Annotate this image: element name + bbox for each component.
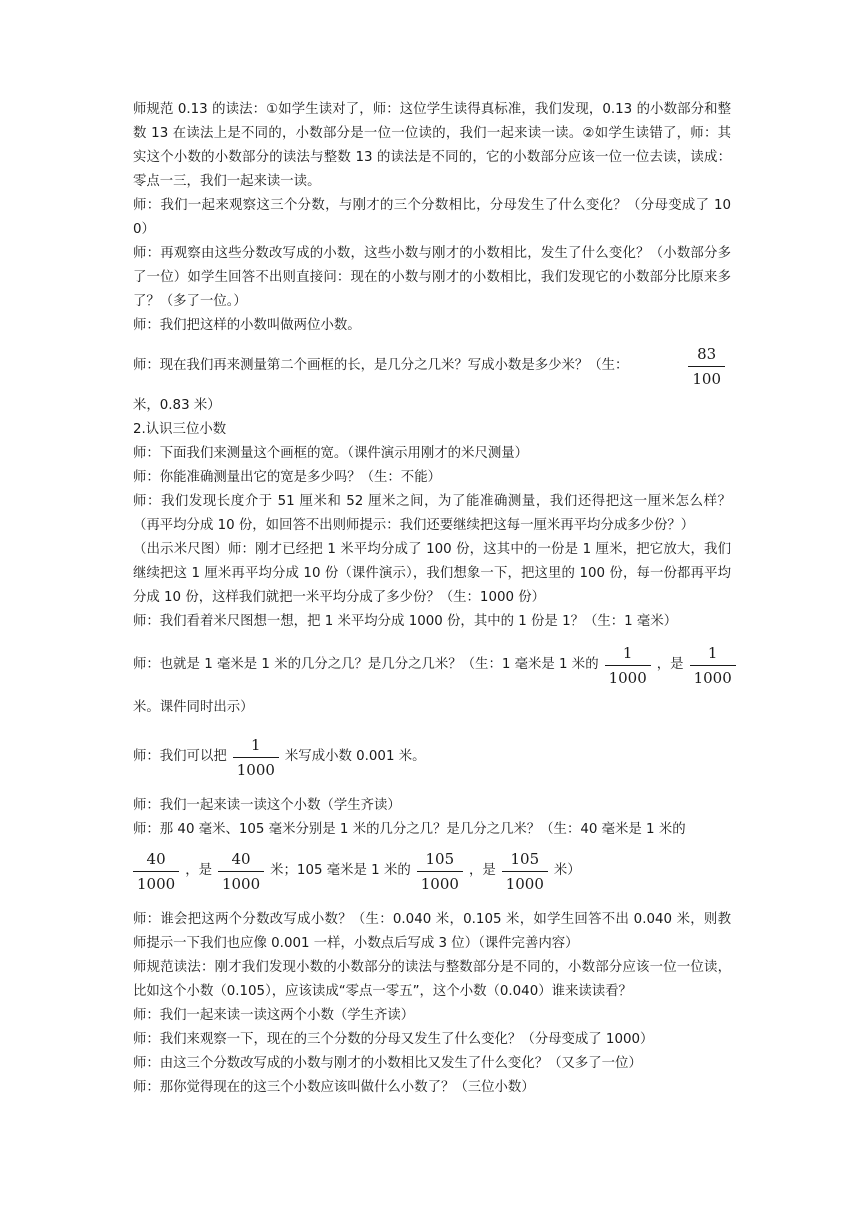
paragraph-fractions-40-105 [133, 842, 731, 900]
paragraph-read-together: 师：我们一起来读一读这个小数（学生齐读） [133, 798, 401, 813]
paragraph-accurate-measure: 师：你能准确测量出它的宽是多少吗？（生：不能） [133, 470, 441, 485]
fraction-numerator: 1 [622, 643, 633, 662]
millimeter-fraction-text-mid: ，是 [656, 657, 684, 672]
fraction-105-1000-meter [502, 849, 548, 894]
fraction-denominator: 1000 [133, 871, 179, 894]
paragraph-measure-length [133, 338, 731, 394]
fraction-numerator: 105 [510, 849, 540, 868]
fraction-denominator: 1000 [605, 665, 651, 688]
fractions-text-a: ，是 [185, 863, 212, 878]
fraction-numerator: 105 [425, 849, 455, 868]
fraction-numerator: 40 [231, 849, 251, 868]
paragraph-measure-width: 师：下面我们来测量这个画框的宽。（课件演示用刚才的米尺测量） [133, 446, 529, 461]
paragraph-between-51-52: 师：我们发现长度介于 51 厘米和 52 厘米之间，为了能准确测量，我们还得把这一厘米怎么样？（再平均分成 10 份，如回答不出则师提示：我们还要继续把这每一厘米再平均分成多少份？） [133, 494, 731, 533]
fraction-1-1000-meter [690, 643, 736, 688]
fraction-40-1000 [133, 849, 179, 894]
paragraph-read-two-decimals: 师：我们一起来读一读这两个小数（学生齐读） [133, 1008, 415, 1023]
paragraph-millimeter-fraction [133, 634, 731, 696]
lesson-text [133, 98, 731, 1100]
fraction-denominator: 1000 [417, 871, 463, 894]
fraction-denominator: 1000 [690, 665, 736, 688]
fraction-1-1000-write [233, 735, 279, 780]
write-0001-text-start: 师：我们可以把 [133, 749, 227, 764]
millimeter-fraction-text: 师：也就是 1 毫米是 1 米的几分之几？是几分之几米？（生：1 毫米是 1 米的 [133, 657, 599, 672]
paragraph-three-digit-decimal: 师：那你觉得现在的这三个小数应该叫做什么小数了？（三位小数） [133, 1080, 535, 1095]
fraction-numerator: 83 [697, 344, 717, 363]
fraction-denominator: 1000 [502, 871, 548, 894]
fraction-numerator: 40 [146, 849, 166, 868]
paragraph-observe-denominator: 师：我们一起来观察这三个分数，与刚才的三个分数相比，分母发生了什么变化？（分母变成了 100） [133, 198, 731, 237]
fraction-numerator: 1 [707, 643, 718, 662]
paragraph-reading-rule-0105: 师规范读法：刚才我们发现小数的小数部分的读法与整数部分是不同的，小数部分应该一位一位读，比如这个小数（0.105），应该读成“零点一零五”，这个小数（0.040）谁来读读看？ [133, 960, 731, 999]
measure-length-text: 师：现在我们再来测量第二个画框的长，是几分之几米？写成小数是多少米？（生： [133, 358, 629, 373]
fraction-denominator: 1000 [218, 871, 264, 894]
fraction-40-1000-meter [218, 849, 264, 894]
fraction-83-100 [688, 344, 725, 389]
fraction-105-1000 [417, 849, 463, 894]
paragraph-two-digit-decimal: 师：我们把这样的小数叫做两位小数。 [133, 318, 361, 333]
paragraph-40-105-mm: 师：那 40 毫米、105 毫米分别是 1 米的几分之几？是几分之几米？（生：40 毫米是 1 米的 [133, 822, 686, 837]
fraction-denominator: 100 [688, 366, 725, 389]
paragraph-observe-decimals: 师：再观察由这些分数改写成的小数，这些小数与刚才的小数相比，发生了什么变化？（小数部分多了一位）如学生回答不出则直接问：现在的小数与刚才的小数相比，我们发现它的小数部分比原来多了？（多了一位。） [133, 246, 731, 309]
paragraph-write-0001 [133, 732, 731, 782]
fraction-denominator: 1000 [233, 757, 279, 780]
paragraph-denominator-1000: 师：我们来观察一下，现在的三个分数的分母又发生了什么变化？（分母变成了 1000） [133, 1032, 654, 1047]
paragraph-reading-rule-013: 师规范 0.13 的读法：①如学生读对了，师：这位学生读得真标准，我们发现，0.13 的小数部分和整数 13 在读法上是不同的，小数部分是一位一位读的，我们一起来读一读。②如学生读错了，师：其实这个小数的小数部分的读法与整数 13 的读法是不同的，它的小数部分应该一位一位去读，读成：零点一三，我们一起来读一读。 [133, 102, 731, 189]
paragraph-one-more-digit: 师：由这三个分数改写成的小数与刚才的小数相比又发生了什么变化？（又多了一位） [133, 1056, 642, 1071]
fraction-numerator: 1 [251, 735, 261, 754]
section-heading-three-digit-decimal: 2.认识三位小数 [133, 422, 227, 437]
paragraph-convert-to-decimals: 师：谁会把这两个分数改写成小数？（生：0.040 米，0.105 米，如学生回答不出 0.040 米，则教师提示一下我们也应像 0.001 一样，小数点后写成 3 位）（课件完善内容） [133, 912, 731, 951]
paragraph-length-answer: 米，0.83 米） [133, 398, 221, 413]
paragraph-courseware-shows: 米。课件同时出示） [133, 700, 254, 715]
paragraph-meter-ruler-figure: （出示米尺图）师：刚才已经把 1 米平均分成了 100 份，这其中的一份是 1 厘米，把它放大，我们继续把这 1 厘米再平均分成 10 份（课件演示），我们想象一下，把这里的 100 份，每一份都再平均分成 10 份，这样我们就把一米平均分成了多少份？（生：1000 份） [133, 542, 731, 605]
write-0001-text-end: 米写成小数 0.001 米。 [284, 749, 426, 764]
fractions-text-d: 米） [553, 863, 581, 878]
paragraph-one-millimeter: 师：我们看着米尺图想一想，把 1 米平均分成 1000 份，其中的 1 份是 1？（生：1 毫米） [133, 614, 678, 629]
fractions-text-c: ，是 [468, 863, 496, 878]
fractions-text-b: 米；105 毫米是 1 米的 [270, 863, 411, 878]
fraction-1-1000 [605, 643, 651, 688]
